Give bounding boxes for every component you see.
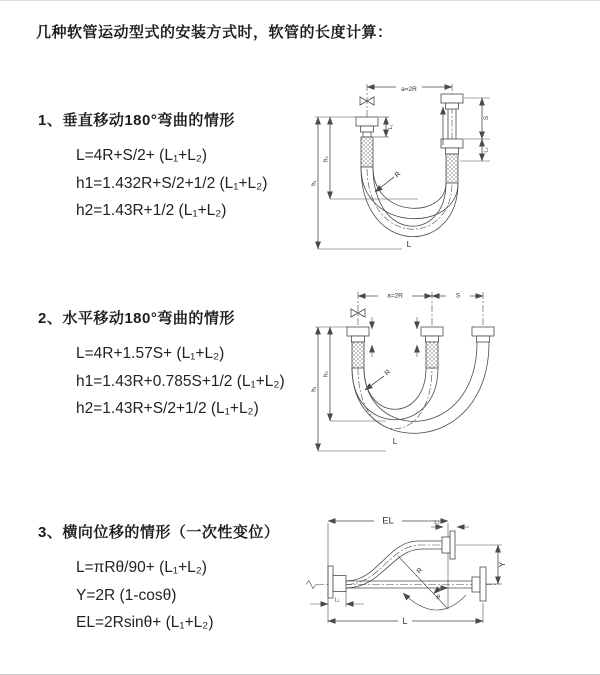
- hose-u-bend: [352, 342, 489, 433]
- diagram-lateral-displacement: [300, 499, 580, 649]
- angle-construction: [398, 523, 466, 610]
- hose-u-bend: [361, 167, 458, 237]
- section-3-formulas: [76, 554, 279, 637]
- section-2-heading: 2、水平移动180°弯曲的情形: [38, 310, 235, 327]
- label-length: L: [406, 239, 412, 249]
- label-a2r: a=2R: [401, 86, 417, 93]
- diagram-vertical-180-svg: [310, 71, 525, 261]
- formula-h2: h2=1.43R+S/2+1/2 (L₁+L₂): [76, 400, 259, 417]
- diagram-horizontal-180: [310, 279, 525, 464]
- section-1-heading: 1、垂直移动180°弯曲的情形: [38, 112, 235, 129]
- label-length: L: [392, 437, 398, 446]
- label-l1: L₁: [388, 124, 394, 130]
- page-title: 几种软管运动型式的安装方式时，软管的长度计算：: [36, 24, 393, 41]
- middle-pipe-end: [421, 327, 443, 368]
- label-h1: h₁: [311, 386, 318, 392]
- formula-h1: h1=1.432R+S/2+1/2 (L₁+L₂): [76, 174, 268, 192]
- centerline-break: [306, 581, 316, 589]
- dim-el: [328, 521, 448, 623]
- label-r: R: [393, 170, 403, 180]
- dim-h1-h2: [315, 327, 386, 451]
- label-l1: L₁: [334, 597, 340, 604]
- section-1-formulas: [76, 142, 267, 225]
- label-r: R: [383, 368, 393, 378]
- label-l2: L₂: [434, 520, 440, 526]
- left-flange: [328, 566, 346, 598]
- section-1-text: [38, 109, 267, 225]
- left-pipe-end: [356, 117, 378, 167]
- label-s: S: [483, 115, 490, 121]
- label-h2: h₂: [323, 156, 330, 162]
- radius-leader: [375, 177, 394, 192]
- label-s: S: [455, 292, 461, 300]
- right-flange: [472, 567, 486, 601]
- formula-length: L=4R+S/2+ (L₁+L₂): [76, 147, 208, 164]
- section-2-text: [38, 307, 285, 423]
- displaced-flange: [442, 531, 455, 559]
- formula-h2: h2=1.43R+1/2 (L₁+L₂): [76, 202, 227, 219]
- formula-y: Y=2R (1-cosθ): [76, 586, 177, 604]
- section-3-heading: 3、横向位移的情形（一次性变位）: [38, 524, 280, 541]
- formula-length: L=πRθ/90+ (L₁+L₂): [76, 559, 207, 576]
- label-l2: L₂: [483, 147, 490, 153]
- label-length: L: [402, 616, 408, 626]
- formula-length: L=4R+1.57S+ (L₁+L₂): [76, 345, 225, 362]
- label-h2: h₂: [323, 371, 330, 377]
- fitting-dim-arrows: [372, 317, 417, 357]
- formula-h1: h1=1.43R+0.785S+1/2 (L₁+L₂): [76, 372, 285, 390]
- label-theta: θ: [436, 594, 440, 601]
- label-h1: h₁: [311, 180, 318, 186]
- section-3-text: [38, 521, 279, 637]
- displaced-pipe-end: [472, 327, 494, 342]
- diagram-lateral-displacement-svg: [300, 499, 580, 649]
- diagram-horizontal-180-svg: [310, 279, 525, 464]
- formula-el: EL=2Rsinθ+ (L₁+L₂): [76, 614, 214, 631]
- diagram-vertical-180: [310, 71, 525, 261]
- label-el: EL: [382, 515, 394, 527]
- section-2-formulas: [76, 340, 285, 423]
- label-y: Y: [498, 561, 507, 568]
- label-r: R: [415, 566, 425, 576]
- left-pipe-end: [347, 327, 369, 368]
- label-a2r: a=2R: [387, 292, 403, 300]
- radius-leader: [365, 376, 384, 390]
